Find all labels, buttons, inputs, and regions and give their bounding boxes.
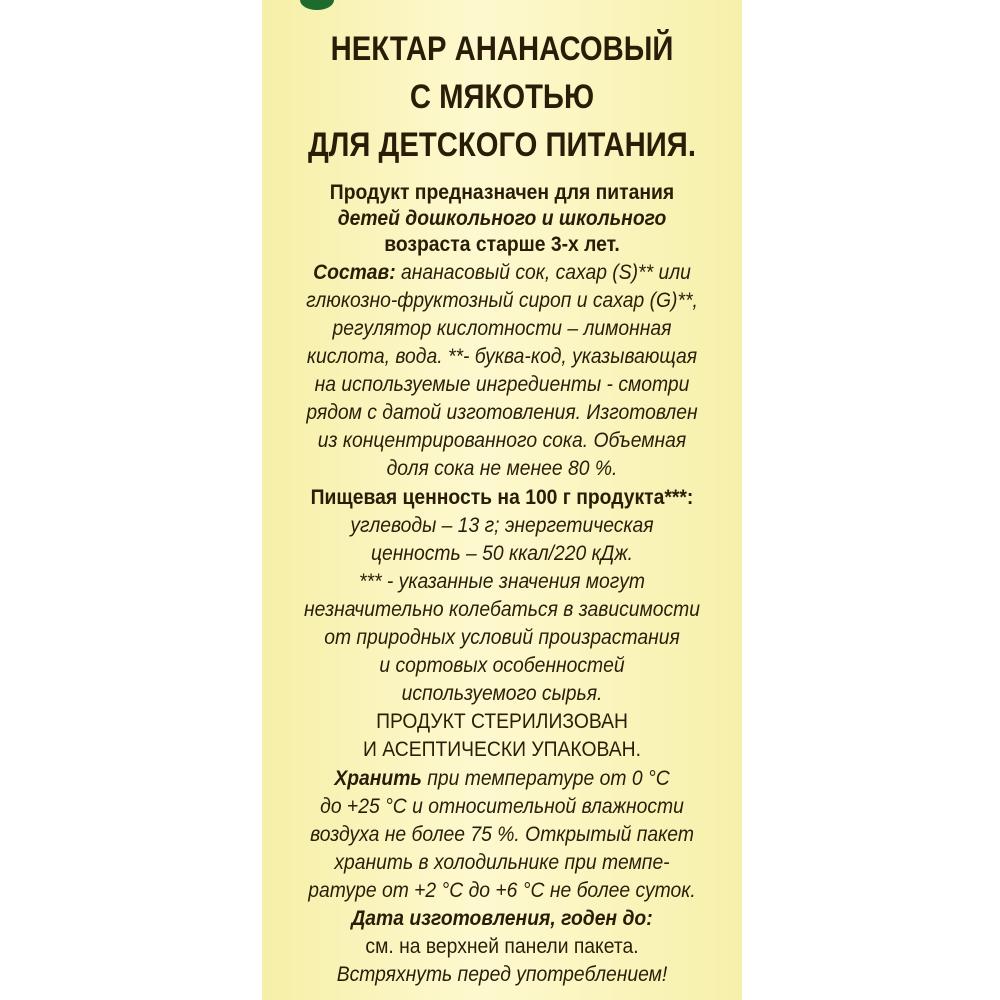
storage-line-1 [281,768,723,789]
storage-line-3: воздуха не более 75 %. Открытый пакет [310,823,694,846]
nutrition-line-7: используемого сырья. [401,682,603,705]
composition-line-2: глюкозно-фруктозный сироп и сахар (G)**, [306,289,698,312]
shake-instruction: Встряхнуть перед употреблением! [336,963,668,986]
purpose-line-2: детей дошкольного и школьного [337,207,667,230]
composition-line-1 [281,262,723,283]
dates-heading: Дата изготовления, годен до: [351,907,653,930]
storage-text: при температуре от 0 °С [421,767,670,790]
composition-label: Состав: [313,261,396,284]
composition-line-4: кислота, вода. **- буква-код, указывающая [306,345,698,368]
nutrition-line-6: и сортовых особенностей [379,654,625,677]
composition-line-7: из концентрированного сока. Объемная [317,429,687,452]
composition-text: ананасовый сок, сахар (S)** или [395,261,691,284]
nutrition-line-3: *** - указанные значения могут [358,570,646,593]
title-line-3: ДЛЯ ДЕТСКОГО ПИТАНИЯ. [308,126,696,164]
product-label-panel [262,0,742,1000]
composition-line-5: на используемые ингредиенты - смотри [314,373,690,396]
nutrition-line-4: незначительно колебаться в зависимости [304,598,700,621]
nutrition-line-2: ценность – 50 ккал/220 кДж. [370,542,634,565]
purpose-line-1: Продукт предназначен для питания [329,181,675,204]
nutrition-line-5: от природных условий произрастания [324,626,680,649]
composition-line-3: регулятор кислотности – лимонная [332,317,672,340]
storage-line-4: хранить в холодильнике при темпе- [334,851,670,874]
nutrition-heading: Пищевая ценность на 100 г продукта***: [310,486,694,509]
sterilized-line-2: И АСЕПТИЧЕСКИ УПАКОВАН. [363,738,641,761]
purpose-line-3: возраста старше 3-х лет. [384,233,620,256]
nutrition-line-1: углеводы – 13 г; энергетическая [350,514,654,537]
composition-line-8: доля сока не менее 80 %. [386,457,618,480]
storage-line-2: до +25 °С и относительной влажности [320,795,684,818]
dates-line: см. на верхней панели пакета. [365,935,639,958]
sterilized-line-1: ПРОДУКТ СТЕРИЛИЗОВАН [376,710,628,733]
storage-label: Хранить [334,767,422,790]
composition-line-6: рядом с датой изготовления. Изготовлен [306,401,698,424]
title-line-1: НЕКТАР АНАНАСОВЫЙ [330,30,674,68]
storage-line-5: ратуре от +2 °С до +6 °С не более суток. [308,879,696,902]
title-line-2: С МЯКОТЬЮ [409,78,595,116]
brand-mark [300,0,334,10]
